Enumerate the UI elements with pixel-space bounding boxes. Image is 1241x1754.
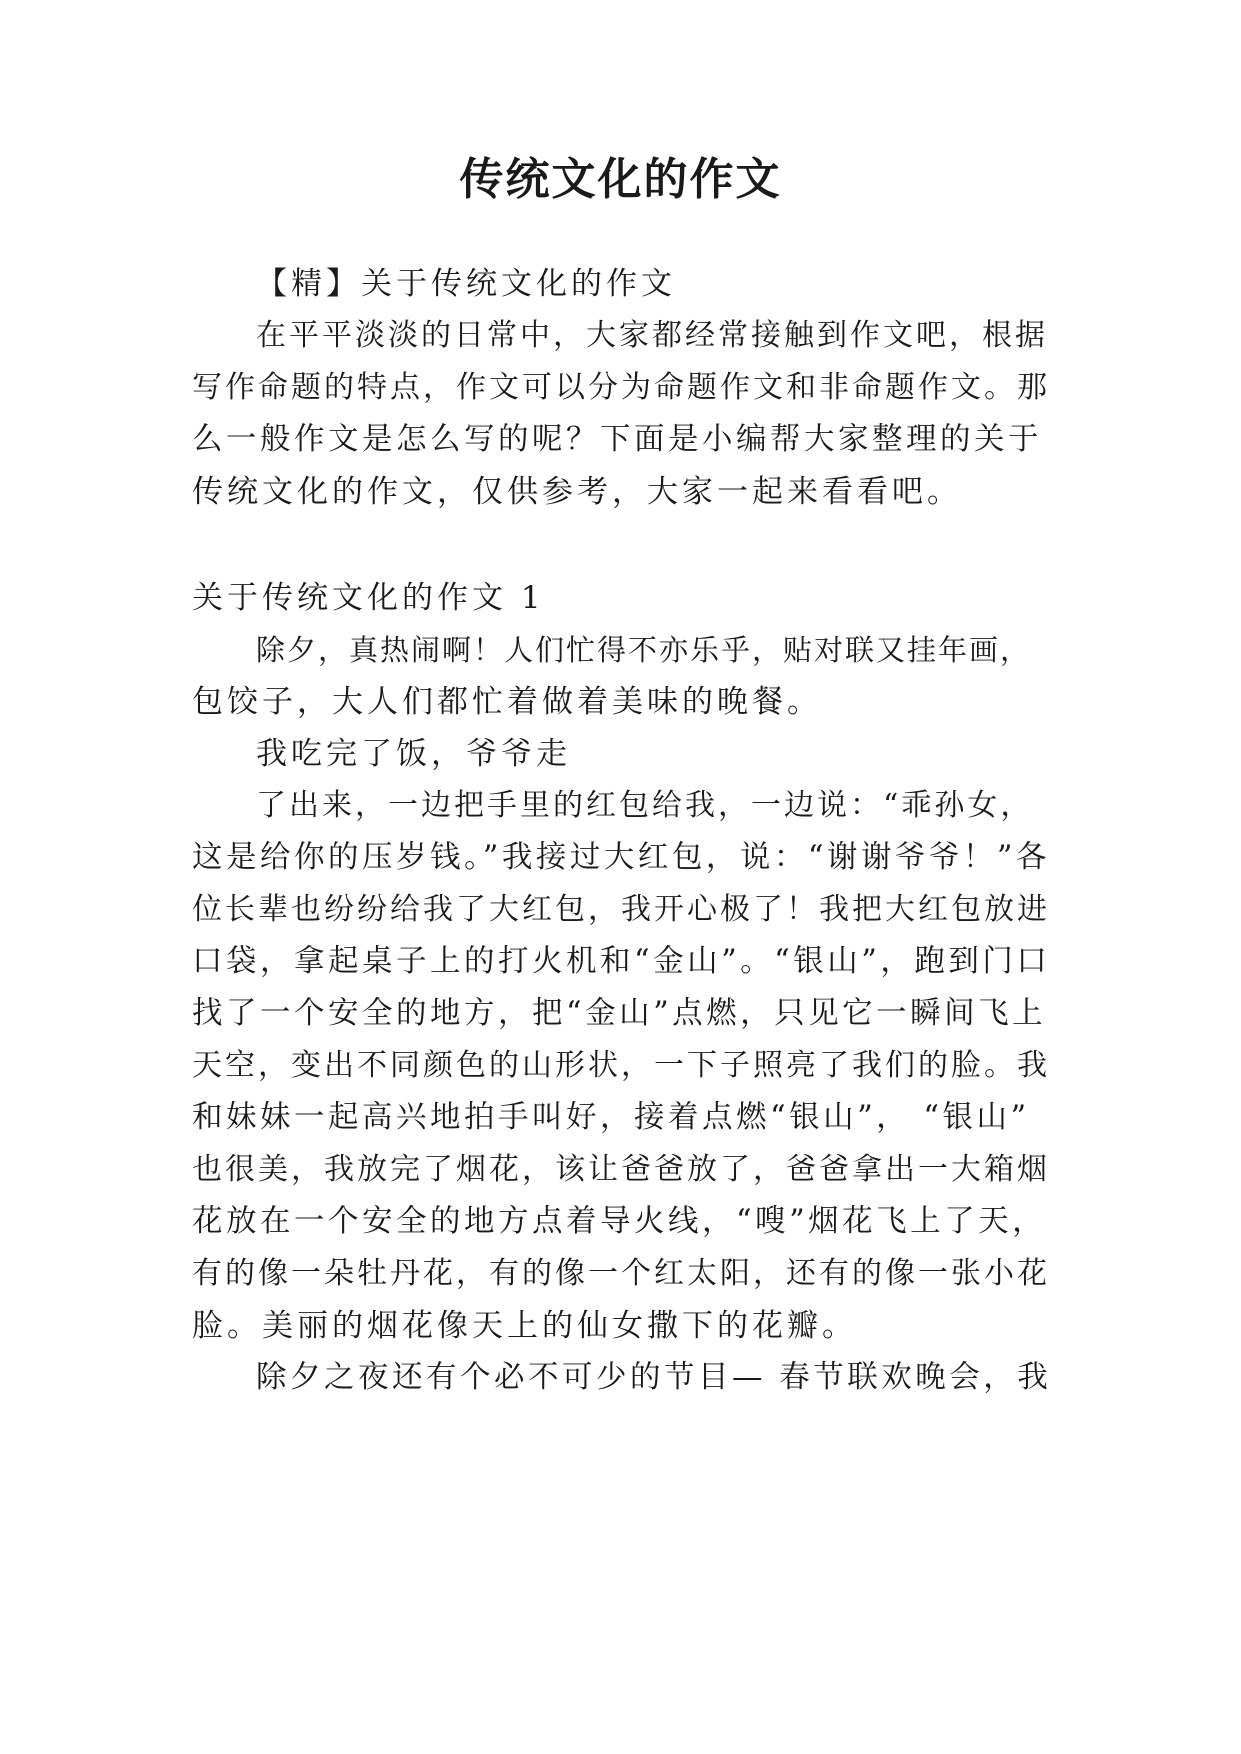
paragraph-line: 写作命题的特点，作文可以分为命题作文和非命题作文。那 bbox=[192, 370, 1050, 405]
intro-heading: 【精】关于传统文化的作文 bbox=[256, 266, 676, 302]
section-heading: 关于传统文化的作文 1 bbox=[192, 580, 545, 616]
paragraph-line: 和妹妹一起高兴地拍手叫好，接着点燃“银山”， “银山” bbox=[192, 1100, 1030, 1135]
paragraph-line: 这是给你的压岁钱。”我接过大红包，说：“谢谢爷爷！”各 bbox=[192, 840, 1051, 875]
paragraph-line: 找了一个安全的地方，把“金山”点燃，只见它一瞬间飞上 bbox=[192, 996, 1047, 1031]
paragraph-line: 么一般作文是怎么写的呢？下面是小编帮大家整理的关于 bbox=[192, 422, 1042, 457]
page-title: 传统文化的作文 bbox=[459, 154, 782, 205]
paragraph-line: 有的像一朵牡丹花，有的像一个红太阳，还有的像一张小花 bbox=[192, 1256, 1050, 1291]
paragraph-line: 脸。美丽的烟花像天上的仙女撒下的花瓣。 bbox=[192, 1308, 857, 1344]
paragraph-line: 口袋，拿起桌子上的打火机和“金山”。“银山”，跑到门口 bbox=[192, 944, 1051, 979]
paragraph-line: 除夕之夜还有个必不可少的节目— 春节联欢晚会，我 bbox=[256, 1360, 1052, 1395]
paragraph-line: 天空，变出不同颜色的山形状，一下子照亮了我们的脸。我 bbox=[192, 1048, 1050, 1083]
paragraph-line: 我吃完了饭，爷爷走 bbox=[256, 736, 571, 772]
paragraph-line: 也很美，我放完了烟花，该让爸爸放了，爸爸拿出一大箱烟 bbox=[192, 1152, 1050, 1187]
paragraph-line: 在平平淡淡的日常中，大家都经常接触到作文吧，根据 bbox=[256, 318, 1048, 353]
paragraph-line: 花放在一个安全的地方点着导火线，“嗖”烟花飞上了天， bbox=[192, 1204, 1047, 1239]
paragraph-line: 传统文化的作文，仅供参考，大家一起来看看吧。 bbox=[192, 474, 962, 510]
paragraph-line: 位长辈也纷纷给我了大红包，我开心极了！我把大红包放进 bbox=[192, 892, 1050, 927]
paragraph-line: 包饺子，大人们都忙着做着美味的晚餐。 bbox=[192, 684, 822, 720]
paragraph-line: 除夕，真热闹啊！人们忙得不亦乐乎，贴对联又挂年画， bbox=[256, 633, 1032, 667]
paragraph-line: 了出来，一边把手里的红包给我，一边说：“乖孙女， bbox=[256, 788, 1034, 823]
